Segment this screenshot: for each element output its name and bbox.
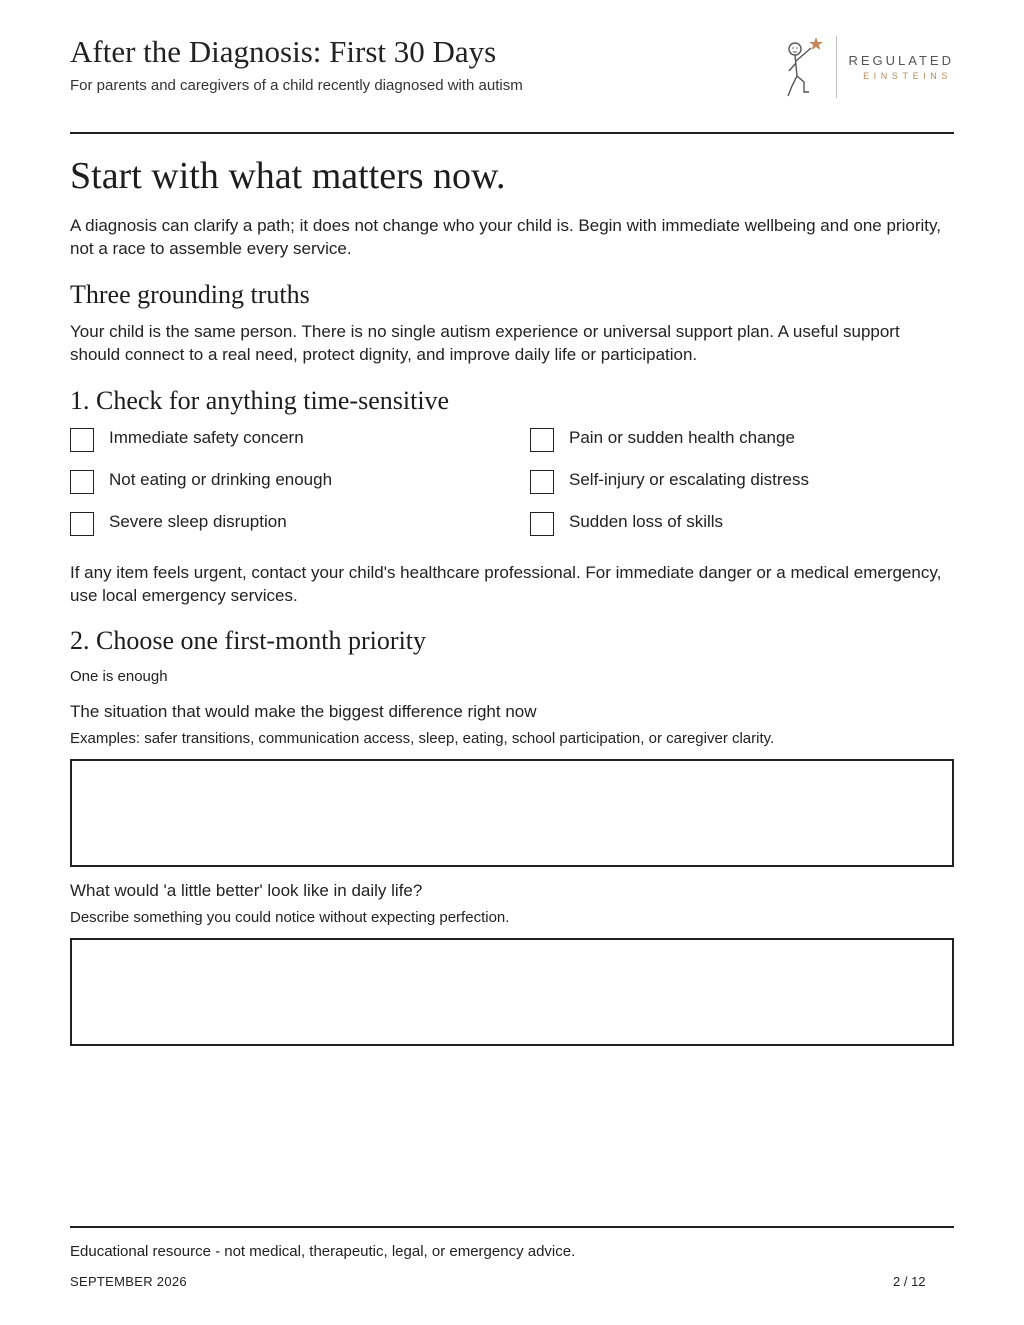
checklist-item-skills[interactable] (530, 512, 950, 540)
checklist-item-eating[interactable] (70, 470, 490, 498)
checklist-item-label: Immediate safety concern (109, 428, 304, 447)
checkbox[interactable] (70, 512, 94, 536)
priority-answer-field[interactable] (70, 759, 954, 867)
priority-heading: 2. Choose one first-month priority (70, 626, 427, 655)
better-answer-field[interactable] (70, 938, 954, 1046)
footer-disclaimer: Educational resource - not medical, therapeutic, legal, or emergency advice. (70, 1243, 576, 1260)
checkbox[interactable] (530, 428, 554, 452)
checkbox[interactable] (530, 470, 554, 494)
truths-paragraph: Your child is the same person. There is no single autism experience or universal support plan. A useful support should connect to a real need, protect dignity, and improve daily life or participation. (70, 322, 900, 364)
checklist-item-label: Not eating or drinking enough (109, 470, 333, 489)
logo-wordmark-top: REGULATED (848, 53, 954, 68)
footer-divider (70, 1226, 954, 1228)
stick-figure-reaching-star-icon (784, 34, 830, 100)
urgent-note: If any item feels urgent, contact your child's healthcare professional. For immediate danger or a medical emergency, use local emergency services. (70, 563, 942, 605)
priority-question-label: The situation that would make the biggest difference right now (70, 702, 537, 721)
truths-heading: Three grounding truths (70, 280, 310, 309)
document-header (70, 34, 954, 104)
page-heading: Start with what matters now. (70, 155, 506, 197)
priority-question-help: Examples: safer transitions, communication access, sleep, eating, school participation, or caregiver clarity. (70, 730, 775, 747)
brand-logo (784, 34, 954, 100)
checklist-item-pain[interactable] (530, 428, 950, 456)
intro-paragraph: A diagnosis can clarify a path; it does not change who your child is. Begin with immediate wellbeing and one priority, not a race to assemble every service. (70, 216, 941, 258)
header-divider (70, 132, 954, 134)
checkbox[interactable] (70, 470, 94, 494)
logo-divider (836, 36, 837, 98)
better-question-label: What would 'a little better' look like in daily life? (70, 881, 423, 900)
checklist-item-label: Pain or sudden health change (569, 428, 795, 447)
checklist-item-label: Self-injury or escalating distress (569, 470, 809, 489)
checklist-item-self-injury[interactable] (530, 470, 950, 498)
better-question-help: Describe something you could notice without expecting perfection. (70, 909, 510, 926)
document-subtitle: For parents and caregivers of a child recently diagnosed with autism (70, 77, 523, 94)
checklist-item-sleep[interactable] (70, 512, 490, 540)
checklist-item-safety[interactable] (70, 428, 490, 456)
document-title: After the Diagnosis: First 30 Days (70, 34, 497, 69)
logo-wordmark-bottom: EINSTEINS (863, 71, 952, 81)
page-number: 2 / 12 (893, 1274, 926, 1289)
checklist-item-label: Sudden loss of skills (569, 512, 724, 531)
footer-date: SEPTEMBER 2026 (70, 1274, 187, 1289)
checkbox[interactable] (530, 512, 554, 536)
checklist-heading: 1. Check for anything time-sensitive (70, 386, 450, 415)
checkbox[interactable] (70, 428, 94, 452)
priority-hint: One is enough (70, 668, 168, 685)
checklist-item-label: Severe sleep disruption (109, 512, 287, 531)
